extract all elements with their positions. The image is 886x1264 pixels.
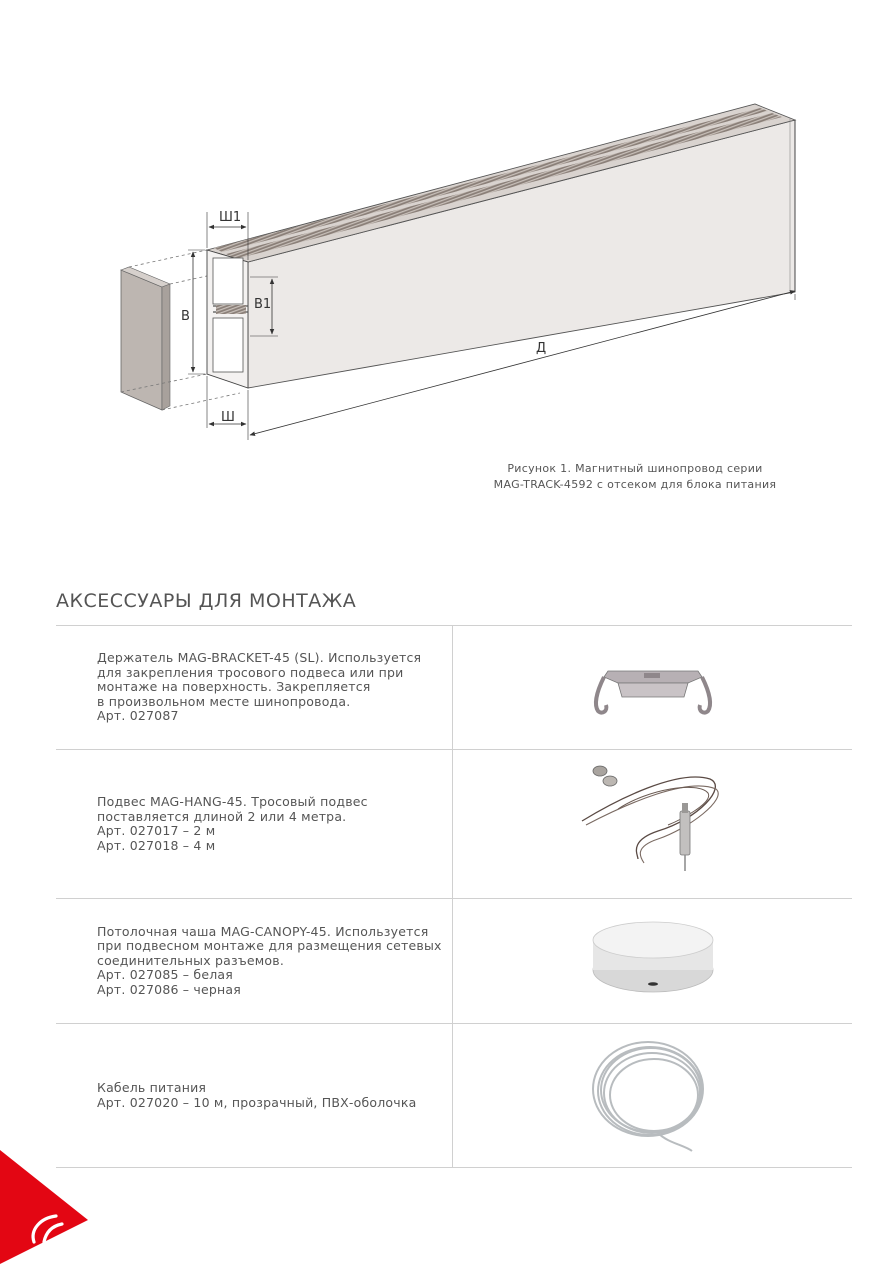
dim-label-h: В: [181, 309, 190, 324]
description-line: Арт. 027018 – 4 м: [97, 837, 216, 853]
description-line: при подвесном монтаже для размещения сетевых: [97, 938, 442, 954]
accessory-description: [56, 750, 453, 898]
power-cable-icon: [588, 1033, 718, 1158]
accessory-description: [56, 626, 453, 749]
accessory-row: [56, 626, 852, 750]
brand-corner: [0, 1150, 90, 1264]
description-line: Держатель MAG-BRACKET-45 (SL). Используется: [97, 650, 422, 666]
description-line: Кабель питания: [97, 1080, 207, 1095]
dim-label-w1: Ш1: [219, 210, 242, 225]
dim-label-h1: В1: [254, 297, 272, 312]
section-title: АКСЕССУАРЫ ДЛЯ МОНТАЖА: [56, 590, 357, 612]
description-line: поставляется длиной 2 или 4 метра.: [97, 808, 347, 824]
accessory-image: [453, 750, 852, 898]
caption-line: Рисунок 1. Магнитный шинопровод серии: [507, 462, 763, 475]
figure-caption: [470, 461, 800, 493]
accessory-image: [453, 1024, 852, 1167]
cable-hanger-icon: [578, 759, 728, 889]
description-line: Арт. 027087: [97, 708, 179, 724]
description-line: Арт. 027086 – черная: [97, 981, 241, 997]
description-line: монтаже на поверхность. Закрепляется: [97, 679, 371, 695]
caption-line: MAG-TRACK-4592 с отсеком для блока питания: [493, 478, 777, 491]
dim-label-w: Ш: [221, 410, 235, 425]
accessory-image: [453, 899, 852, 1023]
accessory-description: [56, 1024, 453, 1167]
end-cap: [121, 267, 170, 410]
accessory-image: [453, 626, 852, 749]
description-line: Арт. 027020 – 10 м, прозрачный, ПВХ-оболочка: [97, 1094, 417, 1110]
description-line: для закрепления тросового подвеса или при: [97, 664, 404, 680]
accessory-row: [56, 1024, 852, 1168]
dim-label-length: Д: [536, 341, 547, 356]
track-diagram: [0, 0, 886, 520]
bracket-icon: [588, 653, 718, 723]
description-line: Арт. 027017 – 2 м: [97, 823, 216, 838]
description-line: Арт. 027085 – белая: [97, 967, 233, 983]
accessory-row: [56, 750, 852, 899]
description-line: соединительных разъемов.: [97, 952, 284, 968]
accessory-description: [56, 899, 453, 1023]
description-line: Потолочная чаша MAG-CANOPY-45. Используется: [97, 923, 429, 939]
description-line: Подвес MAG-HANG-45. Тросовый подвес: [97, 794, 368, 809]
canopy-icon: [588, 916, 718, 1006]
track-body: [207, 104, 795, 388]
accessories-table: [56, 625, 852, 1168]
description-line: в произвольном месте шинопровода.: [97, 693, 351, 709]
accessory-row: [56, 899, 852, 1024]
